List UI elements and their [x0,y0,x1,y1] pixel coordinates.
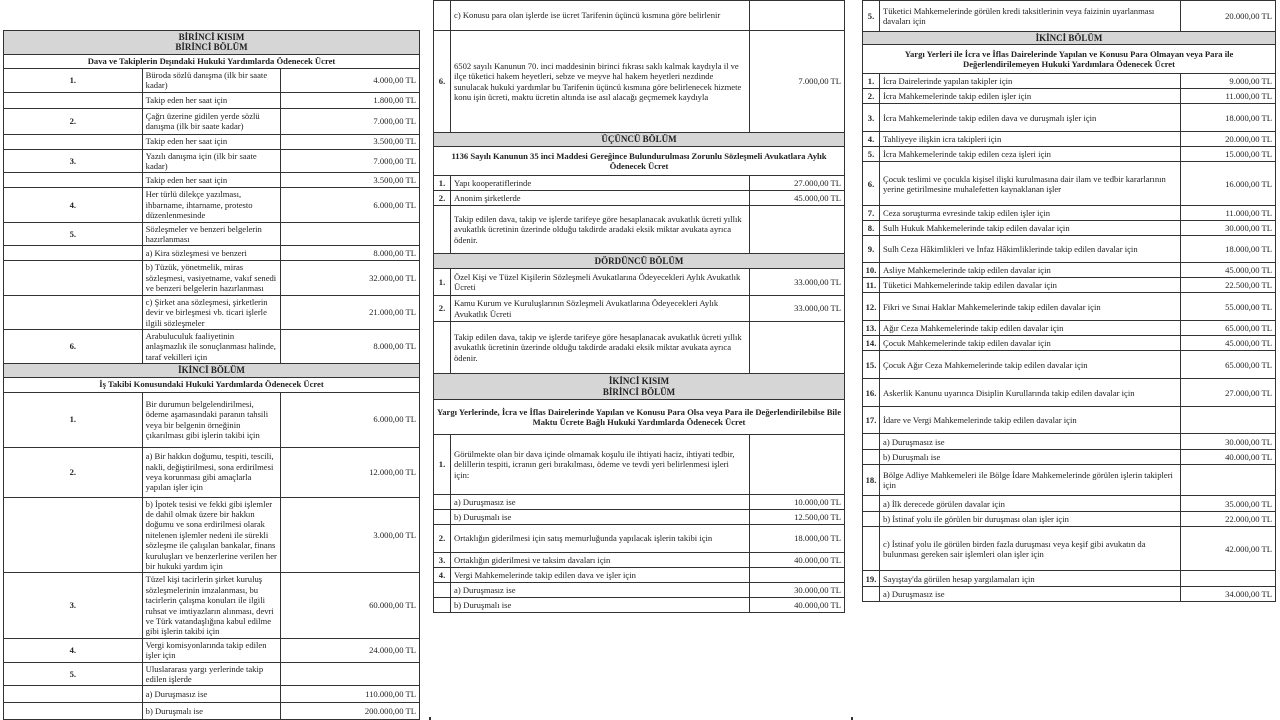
item-amount: 110.000,00 TL [281,686,420,703]
item-number: 10. [863,263,880,278]
item-description: a) Duruşmasız ise [880,587,1181,602]
section-subtitle: Yargı Yerleri ile İcra ve İflas Dairelerinde Yapılan ve Konusu Para Olmayan veya Para ile Değerlendirilemeyen Hukuki Yardımlara Ödenecek Ücret [863,45,1276,74]
section-heading-row [434,133,845,147]
item-amount: 55.000,00 TL [1181,293,1276,321]
item-description: Çağrı üzerine gidilen yerde sözlü danışma (ilk bir saate kadar) [142,108,281,134]
item-description: Takip eden her saat için [142,134,281,149]
table-row [863,221,1276,236]
table-row [4,392,420,447]
item-number [4,497,143,573]
fee-table-2 [433,0,845,613]
table-row [434,568,845,583]
item-description: Sulh Hukuk Mahkemelerinde takip edilen davalar için [880,221,1181,236]
item-number [4,686,143,703]
table-row [4,108,420,134]
item-amount: 35.000,00 TL [1181,496,1276,512]
section-heading: DÖRDÜNCÜ BÖLÜM [434,254,845,269]
item-number [4,173,143,188]
item-amount: 45.000,00 TL [750,191,845,206]
table-row [863,132,1276,147]
table-row [863,263,1276,278]
item-description: Sulh Ceza Hâkimlikleri ve İnfaz Hâkimliklerinde takip edilen davalar için [880,236,1181,263]
item-description: b) İstinaf yolu ile görülen bir duruşması olan işler için [880,512,1181,527]
item-description: Tüzel kişi tacirlerin şirket kuruluş sözleşmelerinin imzalanması, bu tacirlerin çalışma konuları ile ilgili ruhsat ve imtiyazların alınması, devri ve Türk vatandaşlığına kabul edilme gibi işlerin takibi için [142,573,281,638]
table-row [863,336,1276,351]
item-description: Tüketici Mahkemelerinde görülen kredi taksitlerinin veya faizinin uyarlanması davaları için [880,1,1181,32]
item-number: 2. [4,447,143,497]
section-heading-row [434,374,845,400]
section-subtitle: 1136 Sayılı Kanunun 35 inci Maddesi Gereğince Bulundurulması Zorunlu Sözleşmeli Avukatlara Aylık Ödenecek Ücret [434,147,845,176]
item-amount: 18.000,00 TL [750,525,845,553]
section-heading-row [4,31,420,55]
table-row [863,206,1276,221]
table-row [863,74,1276,89]
item-description: İcra Mahkemelerinde takip edilen dava ve duruşmalı işler için [880,104,1181,132]
item-description: Takip edilen dava, takip ve işlerde tarifeye göre hesaplanacak avukatlık ücreti yıllık avukatlık ücretinin üzerinde olduğu takdirde aradaki eksik miktar avukata ayrıca ödenir. [451,206,750,254]
item-amount: 27.000,00 TL [750,176,845,191]
table-row [4,68,420,92]
item-description: Takip eden her saat için [142,173,281,188]
table-row [434,598,845,613]
item-amount: 40.000,00 TL [750,553,845,568]
table-row [863,434,1276,450]
item-amount: 42.000,00 TL [1181,527,1276,571]
item-number [863,512,880,527]
table-row [4,188,420,222]
table-row [863,293,1276,321]
item-amount: 6.000,00 TL [281,392,420,447]
section-heading: İKİNCİ BÖLÜM [863,32,1276,45]
item-amount [750,322,845,374]
item-number: 13. [863,321,880,336]
item-amount: 45.000,00 TL [1181,263,1276,278]
item-amount: 45.000,00 TL [1181,336,1276,351]
table-row [4,573,420,638]
section-subtitle-row [863,45,1276,74]
item-number: 3. [4,573,143,638]
item-description: Özel Kişi ve Tüzel Kişilerin Sözleşmeli Avukatlarına Ödeyecekleri Aylık Avukatlık Ücreti [451,269,750,296]
table-row [863,1,1276,32]
table-row [863,407,1276,434]
item-description: Ortaklığın giderilmesi için satış memurluğunda yapılacak işlerin takibi için [451,525,750,553]
table-row [4,92,420,108]
table-row [863,527,1276,571]
item-number: 2. [863,89,880,104]
item-amount [281,222,420,246]
item-number: 18. [863,465,880,496]
item-number [863,434,880,450]
item-number: 1. [4,392,143,447]
item-amount: 9.000,00 TL [1181,74,1276,89]
table-row [434,322,845,374]
item-description: İcra Dairelerinde yapılan takipler için [880,74,1181,89]
item-amount [1181,465,1276,496]
table-row [434,191,845,206]
table-row [4,497,420,573]
item-amount: 18.000,00 TL [1181,236,1276,263]
fee-table-1 [3,30,420,720]
table-row [4,703,420,720]
item-amount: 11.000,00 TL [1181,89,1276,104]
item-number: 6. [4,329,143,363]
table-row [863,162,1276,206]
section-heading-row [4,364,420,377]
table-row [4,329,420,363]
section-heading: ÜÇÜNCÜ BÖLÜM [434,133,845,147]
item-description: a) Duruşmasız ise [880,434,1181,450]
item-amount [1181,407,1276,434]
section-heading: İKİNCİ BÖLÜM [4,364,420,377]
item-description: Askerlik Kanunu uyarınca Disiplin Kurullarında takip edilen davalar için [880,379,1181,407]
section-subtitle-row [434,147,845,176]
item-amount: 3.500,00 TL [281,134,420,149]
table-row [4,295,420,329]
item-amount: 40.000,00 TL [750,598,845,613]
item-description: Bölge Adliye Mahkemeleri ile Bölge İdare Mahkemelerinde görülen işlerin takipleri için [880,465,1181,496]
item-number: 17. [863,407,880,434]
table-row [4,686,420,703]
item-amount [1181,571,1276,587]
table-row [4,173,420,188]
item-amount [750,568,845,583]
table-row [863,278,1276,293]
table-row [4,662,420,686]
item-description: b) Duruşmalı ise [451,510,750,525]
item-amount: 7.000,00 TL [281,108,420,134]
table-row [434,525,845,553]
item-number: 1. [4,68,143,92]
item-amount: 8.000,00 TL [281,246,420,261]
item-amount: 22.500,00 TL [1181,278,1276,293]
item-number: 4. [4,638,143,662]
item-description: Çocuk teslimi ve çocukla kişisel ilişki kurulmasına dair ilam ve tedbir kararlarının yerine getirilmesine muhalefetten kaynaklanan işler [880,162,1181,206]
item-description: c) İstinaf yolu ile görülen birden fazla duruşması veya keşif gibi avukatın da bulunması gereken sair işlemleri olan işler için [880,527,1181,571]
item-description: b) Duruşmalı ise [880,450,1181,465]
item-amount: 3.000,00 TL [281,497,420,573]
item-amount: 10.000,00 TL [750,495,845,510]
table-row [4,638,420,662]
item-number: 6. [434,31,451,133]
item-amount: 33.000,00 TL [750,296,845,322]
item-description: Çocuk Mahkemelerinde takip edilen davalar için [880,336,1181,351]
item-amount: 11.000,00 TL [1181,206,1276,221]
item-amount: 7.000,00 TL [750,31,845,133]
section-subtitle: İş Takibi Konusundaki Hukuki Yardımlarda Ödenecek Ücret [4,377,420,392]
item-number: 6. [863,162,880,206]
section-subtitle: Dava ve Takiplerin Dışındaki Hukuki Yardımlarda Ödenecek Ücret [4,54,420,68]
table-row [863,89,1276,104]
item-description: Arabuluculuk faaliyetinin anlaşmazlık ile sonuçlanması halinde, taraf vekilleri için [142,329,281,363]
item-description: İdare ve Vergi Mahkemelerinde takip edilen davalar için [880,407,1181,434]
item-description: Vergi komisyonlarında takip edilen işler için [142,638,281,662]
fee-table-column-right [862,0,1280,720]
item-number [434,206,451,254]
item-number: 19. [863,571,880,587]
item-number [4,246,143,261]
item-number [863,450,880,465]
item-number: 2. [434,525,451,553]
item-number [4,703,143,720]
item-amount: 12.000,00 TL [281,447,420,497]
item-description: a) Bir hakkın doğumu, tespiti, tescili, nakli, değiştirilmesi, sona erdirilmesi veya korunması gibi amaçlarla yapılan işler için [142,447,281,497]
item-amount: 18.000,00 TL [1181,104,1276,132]
item-number: 5. [4,222,143,246]
item-description: b) İpotek tesisi ve fekki gibi işlemler de dahil olmak üzere bir hakkın doğumu ve sona erdirilmesi olarak nitelenen işlemler nedeni ile sürekli sözleşme ile çalışılan bankalar, finans kuruluşları ve benzerlerine verilen her bir hukuki yardım için [142,497,281,573]
item-number: 4. [863,132,880,147]
table-row [863,465,1276,496]
item-number: 4. [4,188,143,222]
item-number [863,587,880,602]
item-number [863,527,880,571]
item-amount: 6.000,00 TL [281,188,420,222]
item-number [434,598,451,613]
item-amount: 60.000,00 TL [281,573,420,638]
item-description: Bir durumun belgelendirilmesi, ödeme aşamasındaki paranın tahsili veya bir belgenin örneğinin çıkarılması gibi işlerin takibi için [142,392,281,447]
table-row [863,496,1276,512]
section-subtitle-row [4,54,420,68]
item-number: 1. [863,74,880,89]
item-amount: 30.000,00 TL [750,583,845,598]
item-description: Yazılı danışma için (ilk bir saate kadar) [142,149,281,173]
item-number [4,261,143,295]
item-description: Uluslararası yargı yerlerinde takip edilen işlerde [142,662,281,686]
item-number: 2. [434,296,451,322]
item-number: 5. [863,147,880,162]
item-description: Sözleşmeler ve benzeri belgelerin hazırlanması [142,222,281,246]
item-description: Ceza soruşturma evresinde takip edilen işler için [880,206,1181,221]
item-number: 3. [863,104,880,132]
item-amount: 1.800,00 TL [281,92,420,108]
fee-table-column-left [0,0,421,720]
item-number [434,495,451,510]
item-number: 12. [863,293,880,321]
item-description: Vergi Mahkemelerinde takip edilen dava ve işler için [451,568,750,583]
table-row [4,222,420,246]
item-number: 1. [434,269,451,296]
item-amount: 15.000,00 TL [1181,147,1276,162]
fee-table-column-middle [431,0,851,720]
item-amount [750,1,845,31]
item-number: 16. [863,379,880,407]
item-number: 4. [434,568,451,583]
item-number: 7. [863,206,880,221]
item-number: 1. [434,176,451,191]
table-row [434,269,845,296]
item-description: İcra Mahkemelerinde takip edilen işler için [880,89,1181,104]
item-number: 9. [863,236,880,263]
item-description: Her türlü dilekçe yazılması, ihbarname, ihtarname, protesto düzenlenmesinde [142,188,281,222]
table-row [4,261,420,295]
item-number [4,295,143,329]
item-description: İcra Mahkemelerinde takip edilen ceza işleri için [880,147,1181,162]
table-row [863,587,1276,602]
item-amount: 200.000,00 TL [281,703,420,720]
item-amount [750,206,845,254]
item-description: Takip edilen dava, takip ve işlerde tarifeye göre hesaplanacak avukatlık ücreti yıllık avukatlık ücretinin üzerinde olduğu takdirde aradaki eksik miktar avukata ayrıca ödenir. [451,322,750,374]
item-description: Fikri ve Sınai Haklar Mahkemelerinde takip edilen davalar için [880,293,1181,321]
item-amount: 21.000,00 TL [281,295,420,329]
item-number: 3. [434,553,451,568]
item-description: Çocuk Ağır Ceza Mahkemelerinde takip edilen davalar için [880,351,1181,379]
item-number: 2. [4,108,143,134]
item-description: b) Tüzük, yönetmelik, miras sözleşmesi, vasiyetname, vakıf senedi ve benzeri belgelerin hazırlanması [142,261,281,295]
table-row [4,149,420,173]
table-row [863,379,1276,407]
item-number [434,583,451,598]
item-description: Tahliyeye ilişkin icra takipleri için [880,132,1181,147]
table-row [434,553,845,568]
table-row [863,104,1276,132]
item-number [434,322,451,374]
item-amount: 8.000,00 TL [281,329,420,363]
item-amount: 16.000,00 TL [1181,162,1276,206]
table-row [863,236,1276,263]
table-row [434,206,845,254]
item-amount: 27.000,00 TL [1181,379,1276,407]
item-amount: 33.000,00 TL [750,269,845,296]
item-description: a) Duruşmasız ise [451,495,750,510]
item-description: a) Kira sözleşmesi ve benzeri [142,246,281,261]
item-amount: 34.000,00 TL [1181,587,1276,602]
item-amount: 7.000,00 TL [281,149,420,173]
item-description: Kamu Kurum ve Kuruluşlarının Sözleşmeli Avukatlarına Ödeyecekleri Aylık Avukatlık Ücreti [451,296,750,322]
table-row [863,351,1276,379]
item-amount: 65.000,00 TL [1181,321,1276,336]
item-amount [281,662,420,686]
table-row [434,296,845,322]
table-row [863,321,1276,336]
item-amount [750,435,845,495]
item-number: 3. [4,149,143,173]
table-row [863,147,1276,162]
section-heading: İKİNCİ KISIM BİRİNCİ BÖLÜM [434,374,845,400]
item-number [434,1,451,31]
item-description: Büroda sözlü danışma (ilk bir saate kadar) [142,68,281,92]
table-row [434,1,845,31]
item-number: 11. [863,278,880,293]
table-row [434,510,845,525]
item-number: 14. [863,336,880,351]
item-number: 8. [863,221,880,236]
item-description: c) Şirket ana sözleşmesi, şirketlerin devir ve birleşmesi vb. ticari işlerle ilgili sözleşmeler [142,295,281,329]
item-description: Yapı kooperatiflerinde [451,176,750,191]
item-amount: 4.000,00 TL [281,68,420,92]
item-amount: 24.000,00 TL [281,638,420,662]
item-description: b) Duruşmalı ise [142,703,281,720]
item-amount: 65.000,00 TL [1181,351,1276,379]
item-amount: 20.000,00 TL [1181,132,1276,147]
item-description: Asliye Mahkemelerinde takip edilen davalar için [880,263,1181,278]
fee-table-3 [862,0,1276,602]
section-heading-row [863,32,1276,45]
table-row [434,176,845,191]
item-number [4,92,143,108]
table-row [434,435,845,495]
item-description: a) İlk derecede görülen davalar için [880,496,1181,512]
table-row [4,134,420,149]
item-description: Görülmekte olan bir dava içinde olmamak koşulu ile ihtiyati haciz, ihtiyati tedbir, delillerin tespiti, icranın geri bırakılması, ödeme ve tevdi yeri belirlenmesi işleri için: [451,435,750,495]
item-description: c) Konusu para olan işlerde ise ücret Tarifenin üçüncü kısmına göre belirlenir [451,1,750,31]
table-row [434,495,845,510]
item-description: Takip eden her saat için [142,92,281,108]
item-description: 6502 sayılı Kanunun 70. inci maddesinin birinci fıkrası saklı kalmak kaydıyla il ve ilçe tüketici hakem heyetleri, sebze ve meyve hal hakem heyetleri nezdinde sunulacak hukuki yardımlar bu Tarifenin üçüncü kısmına göre belirlenecek hizmete konu işin ücreti, maktu ücretin altında ise asıl alacağı geçmemek kaydıyla [451,31,750,133]
item-amount: 30.000,00 TL [1181,221,1276,236]
table-row [434,31,845,133]
item-amount: 40.000,00 TL [1181,450,1276,465]
table-row [4,246,420,261]
section-heading: BİRİNCİ KISIM BİRİNCİ BÖLÜM [4,31,420,55]
item-amount: 32.000,00 TL [281,261,420,295]
item-amount: 12.500,00 TL [750,510,845,525]
table-row [863,512,1276,527]
item-number: 15. [863,351,880,379]
section-subtitle: Yargı Yerlerinde, İcra ve İflas Dairelerinde Yapılan ve Konusu Para Olsa veya Para ile Değerlendirilebilse Bile Maktu Ücrete Bağlı Hukuki Yardımlarda Ödenecek Ücret [434,400,845,435]
table-row [434,583,845,598]
item-amount: 22.000,00 TL [1181,512,1276,527]
item-number [434,510,451,525]
item-number [863,496,880,512]
item-amount: 30.000,00 TL [1181,434,1276,450]
item-number: 2. [434,191,451,206]
item-description: b) Duruşmalı ise [451,598,750,613]
item-description: Anonim şirketlerde [451,191,750,206]
section-subtitle-row [434,400,845,435]
item-description: a) Duruşmasız ise [451,583,750,598]
item-description: a) Duruşmasız ise [142,686,281,703]
section-heading-row [434,254,845,269]
item-amount: 20.000,00 TL [1181,1,1276,32]
item-description: Sayıştay'da görülen hesap yargılamaları için [880,571,1181,587]
item-number: 5. [863,1,880,32]
table-row [863,450,1276,465]
item-description: Ağır Ceza Mahkemelerinde takip edilen davalar için [880,321,1181,336]
item-description: Tüketici Mahkemelerinde takip edilen davalar için [880,278,1181,293]
item-number: 5. [4,662,143,686]
item-amount: 3.500,00 TL [281,173,420,188]
table-row [863,571,1276,587]
item-number [4,134,143,149]
item-number: 1. [434,435,451,495]
section-subtitle-row [4,377,420,392]
item-description: Ortaklığın giderilmesi ve taksim davaları için [451,553,750,568]
table-row [4,447,420,497]
